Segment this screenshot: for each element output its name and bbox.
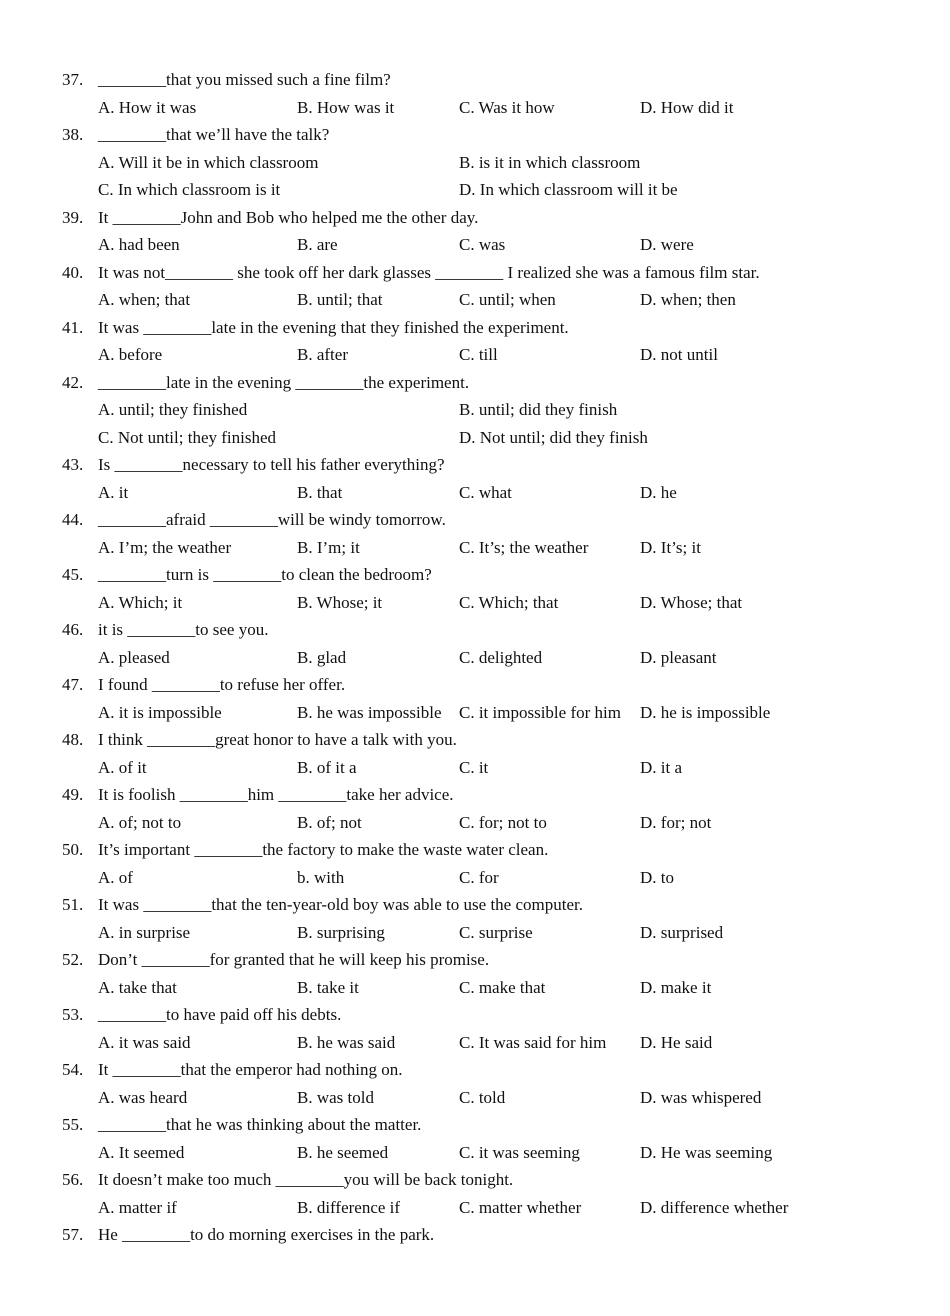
answer-option-a: A. Which; it xyxy=(98,592,183,612)
question-number: 52. xyxy=(62,950,84,969)
answer-option-d: D. it a xyxy=(640,757,683,777)
answer-option-c: C. what xyxy=(459,482,512,502)
answer-option-d: D. It’s; it xyxy=(640,537,701,557)
question-number: 40. xyxy=(62,262,84,282)
answer-option-d: D. In which classroom will it be xyxy=(459,180,678,199)
answer-option-d: D. difference whether xyxy=(640,1197,789,1217)
question-list xyxy=(0,66,950,1249)
answer-option-b: B. of; not xyxy=(297,812,362,832)
answer-option-a: A. of xyxy=(98,867,133,887)
options-row xyxy=(0,1194,950,1222)
answer-option-d: D. make it xyxy=(640,977,712,997)
answer-option-d: D. were xyxy=(640,235,694,254)
question-number: 42. xyxy=(62,372,84,392)
answer-option-a: A. it was said xyxy=(98,1032,191,1052)
question-number: 49. xyxy=(62,785,84,804)
question-row xyxy=(0,671,950,699)
answer-option-a: A. How it was xyxy=(98,97,197,117)
question-number: 41. xyxy=(62,317,84,337)
answer-option-b: B. is it in which classroom xyxy=(459,152,641,172)
options-row xyxy=(0,149,950,177)
question-number: 54. xyxy=(62,1060,84,1079)
answer-option-d: D. Whose; that xyxy=(640,592,743,612)
question-row xyxy=(0,1056,950,1084)
question-row xyxy=(0,781,950,809)
options-row xyxy=(0,919,950,947)
options-row xyxy=(0,864,950,892)
answer-option-c: C. delighted xyxy=(459,647,543,667)
question-row xyxy=(0,259,950,287)
answer-option-b: B. take it xyxy=(297,977,359,997)
question-number: 56. xyxy=(62,1170,84,1189)
question-number: 46. xyxy=(62,620,84,639)
question-row xyxy=(0,506,950,534)
question-stem: ________afraid ________will be windy tomorrow. xyxy=(98,510,446,529)
answer-option-c: C. till xyxy=(459,345,498,364)
question-number: 44. xyxy=(62,510,84,529)
question-number: 37. xyxy=(62,70,84,89)
options-row xyxy=(0,424,950,452)
answer-option-b: B. after xyxy=(297,345,348,364)
answer-option-c: C. it impossible for him xyxy=(459,702,621,722)
options-row xyxy=(0,94,950,122)
question-number: 47. xyxy=(62,675,84,694)
answer-option-a: A. it is impossible xyxy=(98,702,222,722)
question-row xyxy=(0,121,950,149)
answer-option-a: A. take that xyxy=(98,977,177,997)
options-row xyxy=(0,1139,950,1167)
question-stem: It doesn’t make too much ________you will be back tonight. xyxy=(98,1170,514,1189)
question-stem: It was ________late in the evening that they finished the experiment. xyxy=(98,317,569,337)
question-stem: I found ________to refuse her offer. xyxy=(98,675,346,694)
answer-option-d: D. Not until; did they finish xyxy=(459,427,648,447)
options-row xyxy=(0,809,950,837)
answer-option-c: C. Was it how xyxy=(459,97,555,117)
answer-option-b: B. are xyxy=(297,235,338,254)
answer-option-a: A. matter if xyxy=(98,1197,177,1217)
question-stem: It was not________ she took off her dark glasses ________ I realized she was a famous film star. xyxy=(98,262,760,282)
answer-option-c: C. was xyxy=(459,235,506,254)
options-row xyxy=(0,286,950,314)
options-row xyxy=(0,974,950,1002)
options-row xyxy=(0,479,950,507)
options-row xyxy=(0,644,950,672)
question-number: 53. xyxy=(62,1005,84,1024)
options-row xyxy=(0,341,950,369)
question-stem: It ________John and Bob who helped me the other day. xyxy=(98,207,479,227)
answer-option-c: C. it xyxy=(459,757,489,777)
answer-option-d: D. he is impossible xyxy=(640,702,771,722)
question-row xyxy=(0,891,950,919)
answer-option-d: D. not until xyxy=(640,345,718,364)
question-row xyxy=(0,204,950,232)
answer-option-c: C. make that xyxy=(459,977,546,997)
question-stem: I think ________great honor to have a talk with you. xyxy=(98,730,457,749)
question-number: 48. xyxy=(62,730,84,749)
answer-option-b: b. with xyxy=(297,867,345,887)
answer-option-a: A. had been xyxy=(98,235,180,254)
answer-option-b: B. surprising xyxy=(297,922,385,942)
question-row xyxy=(0,451,950,479)
answer-option-b: B. he was said xyxy=(297,1032,396,1052)
question-row xyxy=(0,616,950,644)
question-number: 38. xyxy=(62,125,84,144)
question-row xyxy=(0,1001,950,1029)
question-stem: Is ________necessary to tell his father everything? xyxy=(98,455,445,474)
answer-option-d: D. He was seeming xyxy=(640,1142,773,1162)
question-row xyxy=(0,836,950,864)
answer-option-c: C. until; when xyxy=(459,290,556,309)
answer-option-d: D. pleasant xyxy=(640,647,717,667)
answer-option-d: D. for; not xyxy=(640,812,712,832)
answer-option-c: C. for xyxy=(459,867,499,887)
options-row xyxy=(0,1029,950,1057)
answer-option-a: A. when; that xyxy=(98,290,191,309)
question-number: 55. xyxy=(62,1115,84,1134)
question-row xyxy=(0,946,950,974)
answer-option-d: D. he xyxy=(640,482,677,502)
answer-option-c: C. told xyxy=(459,1087,506,1107)
answer-option-b: B. How was it xyxy=(297,97,395,117)
question-row xyxy=(0,369,950,397)
question-row xyxy=(0,1111,950,1139)
answer-option-a: A. Will it be in which classroom xyxy=(98,152,319,172)
question-number: 43. xyxy=(62,455,84,474)
question-stem: ________late in the evening ________the experiment. xyxy=(98,372,470,392)
answer-option-b: B. Whose; it xyxy=(297,592,383,612)
question-row xyxy=(0,66,950,94)
question-stem: ________to have paid off his debts. xyxy=(98,1005,342,1024)
options-row xyxy=(0,396,950,424)
answer-option-c: C. it was seeming xyxy=(459,1142,580,1162)
question-stem: Don’t ________for granted that he will keep his promise. xyxy=(98,950,490,969)
answer-option-a: A. until; they finished xyxy=(98,400,248,419)
question-number: 50. xyxy=(62,840,84,859)
question-stem: ________that he was thinking about the matter. xyxy=(98,1115,422,1134)
answer-option-a: A. pleased xyxy=(98,647,170,667)
question-stem: ________that we’ll have the talk? xyxy=(98,125,330,144)
question-stem: It is foolish ________him ________take her advice. xyxy=(98,785,454,804)
question-stem: He ________to do morning exercises in the park. xyxy=(98,1225,435,1244)
answer-option-c: C. matter whether xyxy=(459,1197,582,1217)
options-row xyxy=(0,534,950,562)
answer-option-b: B. I’m; it xyxy=(297,537,360,557)
answer-option-a: A. in surprise xyxy=(98,922,191,942)
answer-option-b: B. he was impossible xyxy=(297,702,442,722)
answer-option-a: A. it xyxy=(98,482,129,502)
answer-option-c: C. Which; that xyxy=(459,592,559,612)
options-row xyxy=(0,176,950,204)
answer-option-b: B. that xyxy=(297,482,343,502)
answer-option-c: C. Not until; they finished xyxy=(98,427,277,447)
answer-option-d: D. How did it xyxy=(640,97,734,117)
answer-option-b: B. glad xyxy=(297,647,347,667)
question-row xyxy=(0,726,950,754)
answer-option-a: A. I’m; the weather xyxy=(98,537,232,557)
answer-option-d: D. when; then xyxy=(640,290,736,309)
answer-option-b: B. difference if xyxy=(297,1197,401,1217)
answer-option-c: C. surprise xyxy=(459,922,533,942)
answer-option-d: D. He said xyxy=(640,1032,713,1052)
answer-option-b: B. until; did they finish xyxy=(459,400,618,419)
question-stem: it is ________to see you. xyxy=(98,620,269,639)
answer-option-c: C. It’s; the weather xyxy=(459,537,589,557)
answer-option-c: C. In which classroom is it xyxy=(98,180,281,199)
answer-option-a: A. before xyxy=(98,345,163,364)
answer-option-b: B. until; that xyxy=(297,290,383,309)
answer-option-c: C. for; not to xyxy=(459,812,547,832)
question-stem: It ________that the emperor had nothing on. xyxy=(98,1060,403,1079)
options-row xyxy=(0,699,950,727)
question-stem: It’s important ________the factory to make the waste water clean. xyxy=(98,840,549,859)
answer-option-a: A. of it xyxy=(98,757,147,777)
question-row xyxy=(0,1221,950,1249)
options-row xyxy=(0,1084,950,1112)
options-row xyxy=(0,589,950,617)
answer-option-c: C. It was said for him xyxy=(459,1032,607,1052)
options-row xyxy=(0,231,950,259)
answer-option-b: B. he seemed xyxy=(297,1142,389,1162)
question-number: 57. xyxy=(62,1225,84,1244)
question-number: 39. xyxy=(62,207,84,227)
question-stem: ________turn is ________to clean the bedroom? xyxy=(98,565,432,584)
options-row xyxy=(0,754,950,782)
question-row xyxy=(0,1166,950,1194)
question-number: 51. xyxy=(62,895,84,914)
answer-option-b: B. of it a xyxy=(297,757,357,777)
question-stem: It was ________that the ten-year-old boy was able to use the computer. xyxy=(98,895,583,914)
answer-option-d: D. was whispered xyxy=(640,1087,762,1107)
question-row xyxy=(0,561,950,589)
question-stem: ________that you missed such a fine film? xyxy=(98,70,391,89)
answer-option-b: B. was told xyxy=(297,1087,374,1107)
answer-option-a: A. was heard xyxy=(98,1087,188,1107)
answer-option-a: A. It seemed xyxy=(98,1142,185,1162)
answer-option-a: A. of; not to xyxy=(98,812,182,832)
question-number: 45. xyxy=(62,565,84,584)
answer-option-d: D. surprised xyxy=(640,922,724,942)
answer-option-d: D. to xyxy=(640,867,674,887)
question-row xyxy=(0,314,950,342)
